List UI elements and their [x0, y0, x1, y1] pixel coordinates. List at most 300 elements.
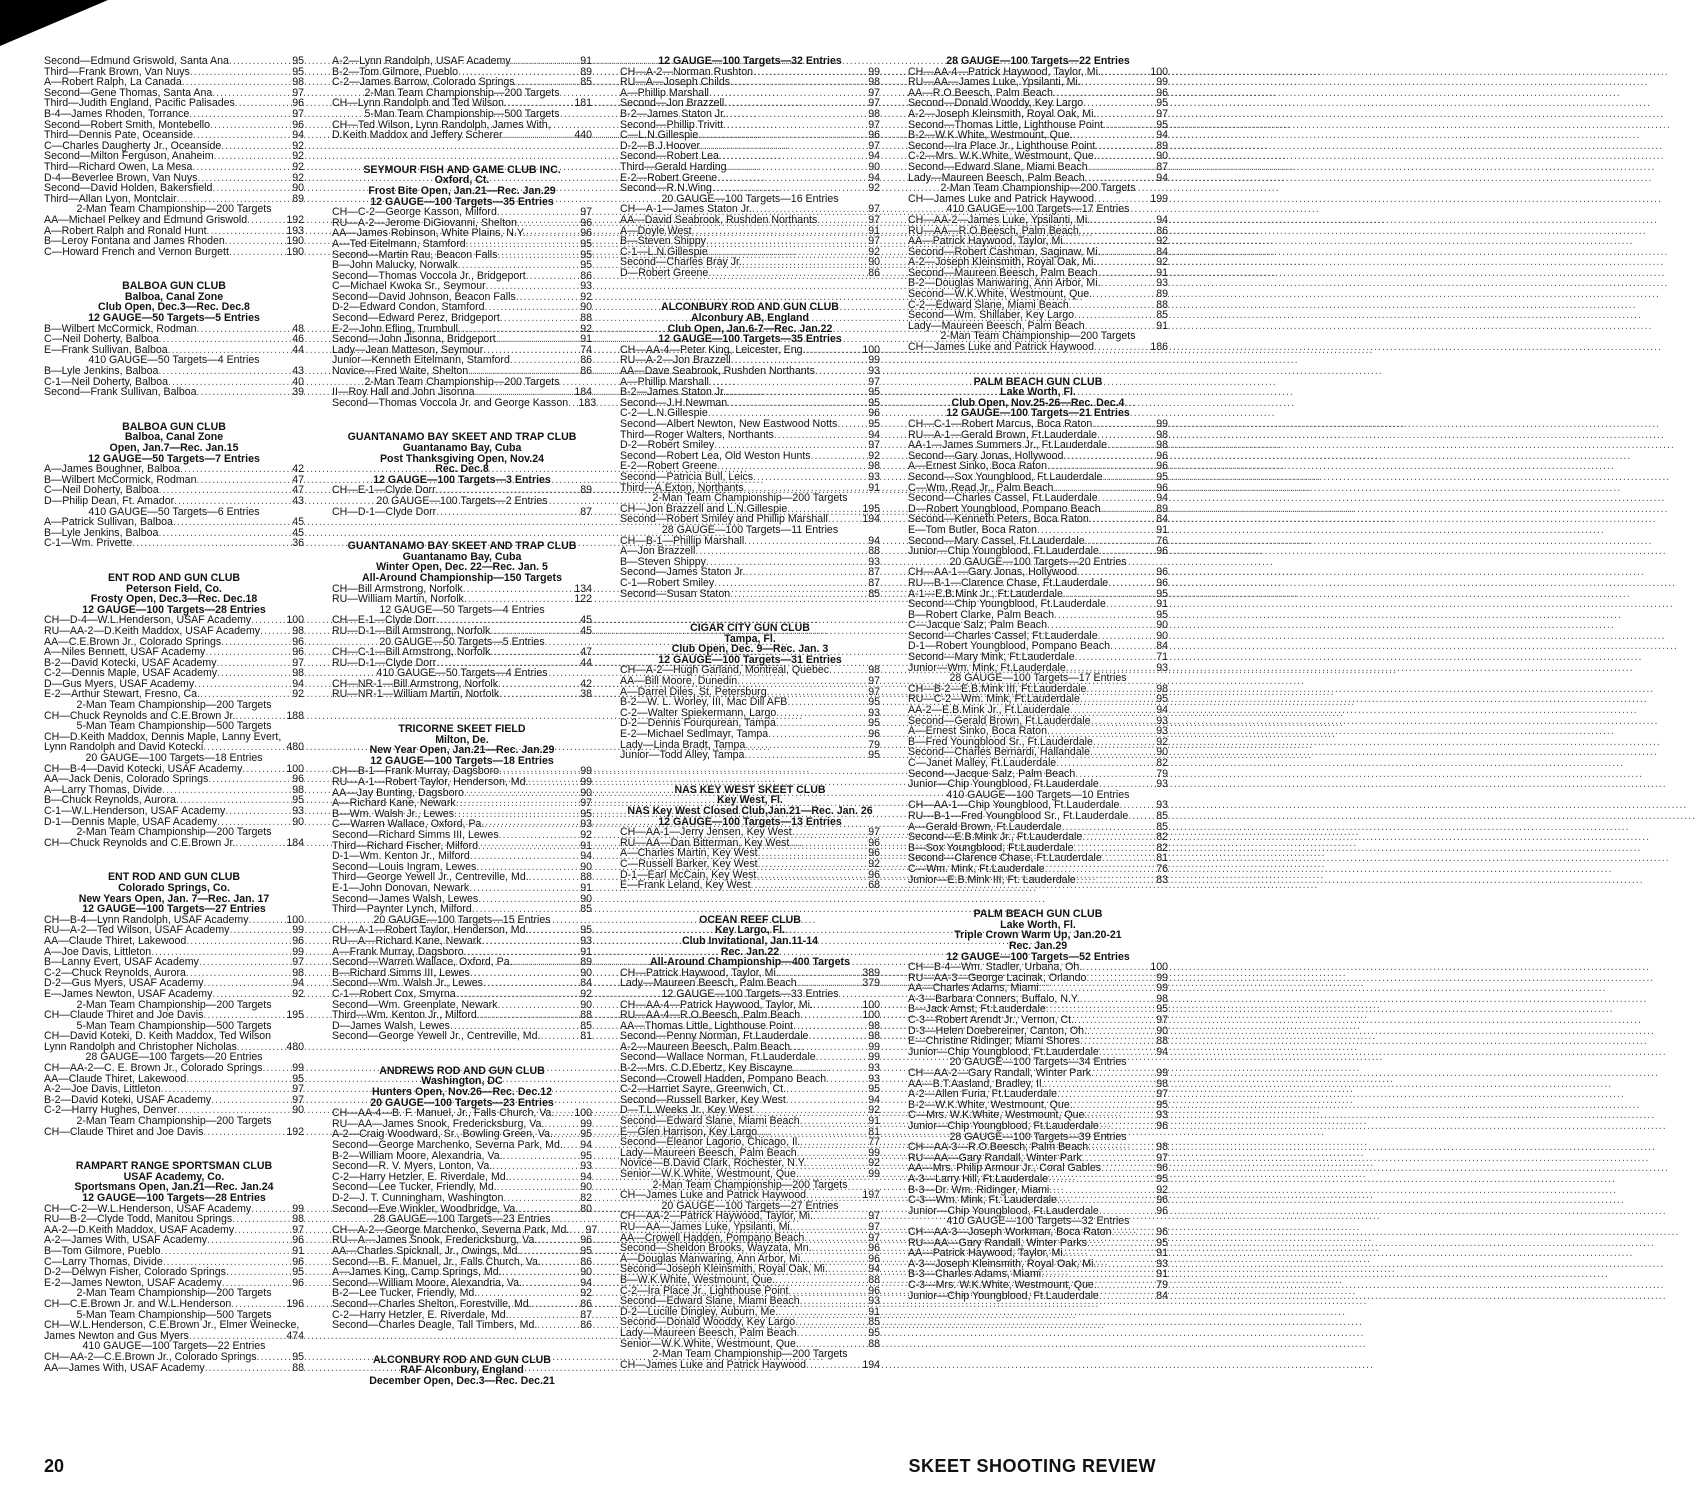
- score: 91: [580, 55, 592, 67]
- score: 92: [292, 987, 304, 1000]
- shooter-entry: D-2—Lucille Dingley, Auburn, Me.: [620, 1305, 779, 1318]
- shooter-entry: C-1—Robert Cox, Smyrna: [332, 987, 456, 1000]
- score: 95: [580, 1244, 592, 1257]
- score: 88: [868, 545, 880, 558]
- score: 379: [862, 977, 880, 990]
- score: 92: [868, 1104, 880, 1117]
- club-block: [44, 56, 304, 257]
- score: 99: [868, 1146, 880, 1159]
- shooter-entry: C—Wm. Read Jr., Palm Beach: [908, 481, 1054, 494]
- score: 99: [292, 1062, 304, 1075]
- dot-leader: [817, 215, 858, 226]
- shooter-entry: CH—James Luke and Patrick Haywood: [908, 192, 1095, 205]
- dot-leader: [466, 239, 570, 250]
- score: 100: [1150, 65, 1168, 78]
- score: 88: [580, 871, 592, 884]
- shooter-entry: CH—B-2—E.B.Mink III, Ft.Lauderdale: [908, 682, 1087, 695]
- shooter-entry: CH—AA-4—Patrick Haywood, Taylor, Mi.: [620, 998, 813, 1011]
- shooter-entry: A—Ernest Sinko, Boca Raton: [908, 460, 1047, 473]
- score: 93: [580, 1160, 592, 1173]
- club-block: [620, 915, 880, 1371]
- event-heading-text: 2-Man Team Championship—200 Targets: [76, 1115, 272, 1128]
- club-block: [908, 56, 1168, 353]
- score: 95: [580, 924, 592, 937]
- score: 98: [868, 107, 880, 120]
- club-subheading: 12 GAUGE—100 Targets—18 Entries: [370, 754, 554, 767]
- score: 86: [580, 1319, 592, 1332]
- shooter-entry: A-3—Barbara Conners, Buffalo, N.Y.: [908, 992, 1080, 1005]
- shooter-entry: D-2—Delwyn Fisher, Colorado Springs: [44, 1266, 226, 1279]
- score: 98: [868, 1030, 880, 1043]
- score: 90: [580, 892, 592, 905]
- dot-leader: [229, 56, 282, 67]
- shooter-entry: CH—C-1—Bill Armstrong, Norfolk: [332, 646, 491, 659]
- dot-leader: [192, 162, 282, 173]
- club-block: [908, 909, 1168, 1301]
- club-block: [620, 785, 880, 891]
- shooter-entry: C-2—Ira Place Jr., Lighthouse Point: [620, 1284, 789, 1297]
- score: 94: [580, 850, 592, 863]
- shooter-entry: AA—Patrick Haywood, Taylor, Mi.: [908, 1247, 1066, 1260]
- score: 194: [862, 513, 880, 526]
- dot-leader: [231, 1299, 282, 1310]
- score: 45: [580, 614, 592, 627]
- score: 88: [292, 1361, 304, 1374]
- result-line: [332, 1193, 592, 1204]
- club-heading: BALBOA GUN CLUB: [122, 280, 226, 293]
- result-line: [332, 1246, 592, 1257]
- shooter-entry: Lady—Jean Matteson, Seymour: [332, 343, 484, 356]
- result-line: [908, 342, 1168, 353]
- score: 92: [1156, 235, 1168, 248]
- dot-leader: [197, 387, 282, 398]
- score: 46: [292, 333, 304, 346]
- club-subheading: 12 GAUGE—100 Targets—52 Entries: [946, 950, 1130, 963]
- shooter-entry: C—Larry Thomas, Divide: [44, 1255, 163, 1268]
- shooter-entry: Junior—Chip Youngblood, Ft.Lauderdale: [908, 1045, 1099, 1058]
- shooter-entry: Third—Wm. Kenton Jr., Milford: [332, 1009, 477, 1022]
- result-line: [908, 215, 1168, 226]
- dot-leader: [540, 1031, 570, 1042]
- result-line: [44, 838, 304, 849]
- result-line: [332, 396, 597, 409]
- shooter-entry: AA—Claude Thiret, Lakewood: [44, 1072, 187, 1085]
- shooter-entry: A—Frank Murray, Dagsboro: [332, 945, 464, 958]
- dot-leader: [730, 589, 858, 600]
- score: 100: [286, 913, 304, 926]
- shooter-entry: CH—AA-3—R.O.Beesch, Palm Beach: [908, 1141, 1089, 1154]
- page-corner-mark: [0, 0, 130, 50]
- score: 94: [868, 428, 880, 441]
- shooter-entry: B—Leroy Fontana and James Rhoden: [44, 235, 225, 248]
- result-text: CH—D.Keith Maddox, Dennis Maple, Lanny Evert,: [44, 730, 282, 743]
- event-heading-text: 2-Man Team Championship—200 Targets: [652, 492, 848, 505]
- club-heading: ENT ROD AND GUN CLUB: [107, 571, 241, 584]
- score: 96: [292, 1255, 304, 1268]
- score: 90: [292, 815, 304, 828]
- score: 96: [1156, 545, 1168, 558]
- event-heading-text: 2-Man Team Championship—200 Targets: [940, 182, 1136, 195]
- score: 94: [1156, 129, 1168, 142]
- shooter-entry: Second—Frank Sullivan, Balboa: [44, 386, 197, 399]
- result-line: [44, 56, 304, 67]
- score: 98: [292, 667, 304, 680]
- score: 94: [868, 534, 880, 547]
- score: 92: [868, 182, 880, 195]
- score: 84: [1156, 1289, 1168, 1302]
- shooter-entry: C—Wm. Mink, Ft.Lauderdale: [908, 862, 1045, 875]
- shooter-entry: Junior—Chip Youngblood, Ft.Lauderdale: [908, 1204, 1099, 1217]
- result-line: [44, 215, 304, 226]
- shooter-entry: A—Gerald Brown, Ft.Lauderdale: [908, 820, 1062, 833]
- shooter-entry: E—Glen Harrison, Key Largo: [620, 1125, 758, 1138]
- result-line: [908, 758, 1168, 769]
- shooter-entry: A—Robert Ralph, La Canada: [44, 76, 182, 89]
- shooter-entry: C—Jacque Salz, Palm Beach: [908, 619, 1047, 632]
- shooter-entry: AA—Thomas Little, Lighthouse Point: [620, 1019, 794, 1032]
- score: 90: [868, 160, 880, 173]
- shooter-entry: Second—David Holden, Bakersfield: [44, 182, 213, 195]
- club-subheading: Club Open, Dec.3—Rec. Dec.8: [98, 301, 250, 314]
- dot-leader: [753, 472, 858, 483]
- shooter-entry: RU—A—Richard Kane, Newark: [332, 934, 482, 947]
- score: 97: [868, 97, 880, 110]
- shooter-entry: RU—D-1—Clyde Dorr: [332, 656, 437, 669]
- score: 38: [580, 688, 592, 701]
- score: 77: [868, 1136, 880, 1149]
- shooter-entry: A-2—James With, USAF Academy: [44, 1234, 208, 1247]
- shooter-entry: Second—Russell Barker, Key West: [620, 1093, 786, 1106]
- event-heading-text: 12 GAUGE—50 Targets—4 Entries: [379, 603, 545, 616]
- score: 91: [1156, 523, 1168, 536]
- score: 97: [292, 656, 304, 669]
- score: 94: [868, 150, 880, 163]
- event-heading: [332, 496, 592, 507]
- score: 97: [868, 86, 880, 99]
- score: 96: [868, 728, 880, 741]
- result-line: [44, 1246, 304, 1257]
- score: 96: [868, 1242, 880, 1255]
- shooter-entry: RU—A-2—Jon Brazzell: [620, 354, 731, 367]
- result-line: [332, 239, 592, 250]
- shooter-entry: AA—Bill Moore, Dunedin: [620, 675, 738, 688]
- shooter-entry: Junior—Chip Youngblood, Ft.Lauderdale: [908, 778, 1099, 791]
- score: 95: [580, 807, 592, 820]
- club-subheading: Balboa, Canal Zone: [124, 290, 224, 303]
- score: 92: [1156, 1183, 1168, 1196]
- event-heading: [620, 525, 880, 536]
- result-line: [620, 578, 880, 589]
- shooter-entry: C-2—Edward Slane, Miami Beach: [908, 298, 1069, 311]
- event-heading-text: 28 GAUGE—100 Targets—23 Entries: [373, 1213, 551, 1226]
- shooter-entry: A—Phillip Marshall: [620, 86, 709, 99]
- shooter-entry: D-2—B.J.Hoover: [620, 139, 701, 152]
- result-line: [620, 109, 880, 120]
- event-heading-text: 2-Man Team Championship—200 Targets: [652, 1178, 848, 1191]
- shooter-entry: Second—Joseph Kleinsmith, Royal Oak, Mi.: [620, 1263, 828, 1276]
- score: 86: [580, 354, 592, 367]
- shooter-entry: C-2—Dennis Maple, USAF Academy: [44, 667, 218, 680]
- shooter-entry: CH—Claude Thiret and Joe Davis: [44, 1009, 204, 1022]
- shooter-entry: Lady—Linda Bradt, Tampa: [620, 738, 746, 751]
- shooter-entry: Second—W.K.White, Westmount, Que.: [908, 288, 1093, 301]
- result-line: [332, 1320, 592, 1331]
- score: 99: [1156, 1067, 1168, 1080]
- score: 98: [292, 966, 304, 979]
- score: 76: [1156, 862, 1168, 875]
- result-line: [908, 472, 1168, 483]
- shooter-entry: E-2—Arthur Stewart, Fresno, Ca.: [44, 688, 201, 701]
- score: 94: [580, 1139, 592, 1152]
- shooter-entry: B—Chuck Reynolds, Aurora: [44, 794, 176, 807]
- shooter-entry: A—James Boughner, Balboa: [44, 463, 181, 476]
- shooter-entry: Second—Eve Winkler, Woodbridge, Va.: [332, 1202, 519, 1215]
- score: 93: [868, 1295, 880, 1308]
- score: 87: [868, 576, 880, 589]
- shooter-entry: RU—AA—James Snook, Fredericksburg, Va.: [332, 1117, 545, 1130]
- club-subheading: 12 GAUGE—100 Targets—27 Entries: [82, 903, 266, 916]
- dot-leader: [793, 1222, 858, 1233]
- score: 94: [868, 171, 880, 184]
- score: 85: [580, 76, 592, 89]
- score: 45: [580, 624, 592, 637]
- score: 45: [292, 516, 304, 529]
- event-heading: [332, 109, 592, 120]
- score: 89: [292, 192, 304, 205]
- score: 93: [580, 934, 592, 947]
- event-heading-text: 28 GAUGE—100 Targets—11 Entries: [661, 523, 839, 536]
- shooter-entry: C-1—W.L.Henderson, USAF Academy: [44, 805, 226, 817]
- score: 39: [292, 386, 304, 399]
- shooter-entry: A-3—Joseph Kleinsmith, Royal Oak, Mi.: [908, 1257, 1097, 1270]
- club-heading: OCEAN REEF CLUB: [699, 913, 801, 926]
- dot-leader: [490, 626, 570, 637]
- shooter-entry: Second—Edward Slane, Miami Beach: [620, 1115, 800, 1128]
- score: 89: [580, 956, 592, 969]
- dot-leader: [499, 689, 570, 700]
- dot-leader: [260, 626, 282, 637]
- event-heading-text: 28 GAUGE—100 Targets—39 Entries: [949, 1130, 1127, 1143]
- shooter-entry: A—James King, Camp Springs, Md.: [332, 1266, 502, 1279]
- score: 86: [868, 266, 880, 279]
- club-block: [332, 541, 592, 700]
- event-heading-text: 2-Man Team Championship—200 Targets: [652, 1348, 848, 1361]
- shooter-entry: AA-1—James Summers Jr., Ft.Lauderdale: [908, 439, 1107, 452]
- score: 96: [1156, 1120, 1168, 1132]
- club-subheading: Club Open, Nov.25-26—Rec. Dec.4: [951, 396, 1125, 409]
- shooter-entry: C—L.N.Gillespie: [620, 129, 699, 142]
- shooter-entry: Second—Ira Place Jr., Lighthouse Point: [908, 139, 1096, 152]
- club-heading: GUANTANAMO BAY SKEET AND TRAP CLUB: [347, 540, 577, 553]
- score: 98: [1156, 1141, 1168, 1154]
- result-line: [620, 268, 880, 279]
- score: 97: [868, 203, 880, 216]
- dot-leader: [1092, 419, 1146, 430]
- result-line: [620, 589, 880, 600]
- score: 43: [292, 494, 304, 507]
- dot-leader: [1090, 215, 1146, 226]
- shooter-entry: RU—AA—James Luke, Ypsilanti, Mi.: [908, 76, 1081, 89]
- shooter-entry: Second—Charles Bray Jr.: [620, 256, 742, 269]
- shooter-entry: A—Darrel Diles, St. Petersburg: [620, 685, 767, 698]
- score: 82: [1156, 841, 1168, 854]
- dot-leader: [247, 215, 282, 226]
- score: 99: [1156, 971, 1168, 984]
- score: 92: [868, 857, 880, 870]
- score: 98: [1156, 428, 1168, 441]
- score: 95: [292, 1266, 304, 1279]
- club-block: [332, 1355, 592, 1387]
- score: 190: [286, 245, 304, 258]
- shooter-entry: AA—B.T.Aasland, Bradley, Il.: [908, 1077, 1045, 1090]
- event-heading-text: 2-Man Team Championship—200 Targets: [364, 375, 560, 388]
- shooter-entry: C—Russell Barker, Key West: [620, 857, 758, 870]
- shooter-entry: Second—J.H.Newman: [620, 396, 728, 409]
- score: 96: [292, 635, 304, 648]
- shooter-entry: Second—E.B.Mink Jr., Ft.Lauderdale: [908, 831, 1083, 844]
- shooter-entry: CH—AA-1—Chip Youngblood, Ft.Lauderdale: [908, 799, 1120, 812]
- shooter-entry: B-2—W.K.White, Westmount, Que.: [908, 129, 1073, 142]
- shooter-entry: Junior—Wm. Mink, Ft.Lauderdale: [908, 661, 1066, 674]
- shooter-entry: D-2—J. T. Cunningham, Washington: [332, 1192, 504, 1204]
- shooter-entry: C-2—Harriet Sayre, Greenwich, Ct.: [620, 1083, 787, 1096]
- dot-leader: [727, 162, 858, 173]
- score: 98: [1156, 682, 1168, 695]
- result-line: [44, 162, 304, 173]
- result-line: [620, 215, 880, 226]
- shooter-entry: B—Wm. Walsh Jr., Lewes: [332, 807, 455, 820]
- shooter-entry: C-2—Chuck Reynolds, Aurora: [44, 966, 186, 979]
- score: 96: [868, 1284, 880, 1297]
- shooter-entry: Junior—Chip Youngblood, Ft.Lauderdale: [908, 1289, 1099, 1302]
- score: 96: [292, 773, 304, 786]
- score: 440: [574, 129, 592, 142]
- dot-leader: [511, 56, 570, 67]
- score: 98: [1156, 992, 1168, 1005]
- score: 389: [862, 966, 880, 979]
- shooter-entry: RU—B-1—Clarence Chase, Ft.Lauderdale: [908, 576, 1109, 589]
- score: 99: [1156, 982, 1168, 995]
- shooter-entry: B—Tom Gilmore, Pueblo: [44, 1244, 161, 1257]
- shooter-entry: Second—Gene Thomas, Santa Ana: [44, 86, 213, 99]
- dot-leader: [799, 1169, 858, 1180]
- shooter-entry: Second—Louis Ingram, Lewes: [332, 860, 477, 873]
- dot-leader: [797, 1328, 858, 1339]
- shooter-entry: Second—Lee Tucker, Friendly, Md.: [332, 1181, 497, 1194]
- score: 94: [868, 1093, 880, 1106]
- score: 84: [1156, 245, 1168, 258]
- score: 93: [868, 706, 880, 719]
- shooter-entry: AA—Crowell Hadden, Pompano Beach: [620, 1231, 805, 1244]
- event-heading-text: 20 GAUGE—100 Targets—18 Entries: [85, 752, 263, 765]
- shooter-entry: Second—Edmund Griswold, Santa Ana: [44, 55, 229, 67]
- result-line: [908, 109, 1168, 120]
- club-heading: ANDREWS ROD AND GUN CLUB: [379, 1064, 545, 1077]
- score: 95: [1156, 693, 1168, 706]
- shooter-entry: Junior—Chip Youngblood, Ft.Lauderdale: [908, 545, 1099, 558]
- shooter-entry: Second—Robert Lea, Old Weston Hunts: [620, 449, 811, 462]
- shooter-entry: Third—A.Exton, Northants: [620, 481, 744, 494]
- score: 84: [580, 977, 592, 990]
- score: 94: [868, 1263, 880, 1276]
- score: 97: [292, 1083, 304, 1096]
- shooter-entry: Second—Jacque Salz, Palm Beach: [908, 767, 1076, 780]
- result-line: [332, 883, 592, 894]
- score: 85: [1156, 820, 1168, 833]
- club-subheading: Winter Open, Dec. 22—Rec. Jan. 5: [376, 561, 548, 574]
- shooter-entry: CH—E-1—Clyde Dorr: [332, 614, 436, 627]
- shooter-entry: C—Charles Daugherty Jr., Oceanside: [44, 139, 222, 152]
- shooter-entry: Second—Eleanor Lagorio, Chicago, Il.: [620, 1136, 801, 1149]
- shooter-entry: CH—AA-1—Gary Jonas, Hollywood: [908, 566, 1077, 579]
- score: 40: [292, 375, 304, 388]
- result-line: [332, 626, 592, 637]
- shooter-entry: CH—AA-2—Patrick Haywood, Taylor, Mi.: [620, 1210, 813, 1223]
- shooter-entry: A-2—Joseph Kleinsmith, Royal Oak, Mi.: [908, 256, 1097, 269]
- shooter-entry: E—Tom Butler, Boca Raton: [908, 523, 1037, 536]
- score: 97: [1156, 1014, 1168, 1027]
- shooter-entry: A—Niles Bennett, USAF Academy: [44, 646, 206, 659]
- shooter-entry: Second—Mary Cassel, Ft.Lauderdale: [908, 534, 1085, 547]
- shooter-entry: E-2—Robert Greene: [620, 460, 718, 473]
- shooter-entry: Novice—B.David Clark, Rochester, N.Y.: [620, 1157, 807, 1170]
- score: 94: [580, 1170, 592, 1183]
- score: 190: [286, 235, 304, 248]
- club-subheading: Rec. Dec.8: [435, 463, 489, 476]
- club-block: [44, 872, 304, 1137]
- result-line: [332, 56, 592, 67]
- shooter-entry: Second—Mary Mink, Ft.Lauderdale: [908, 651, 1075, 664]
- dot-leader: [469, 883, 570, 894]
- score: 90: [292, 182, 304, 195]
- shooter-entry: RU—A-1—Robert Taylor, Henderson, Md.: [332, 776, 529, 789]
- result-line: [620, 880, 880, 891]
- shooter-entry: B—Lyle Jenkins, Balboa: [44, 526, 159, 539]
- score: 97: [868, 235, 880, 248]
- shooter-entry: A—Robert Ralph and Ronald Hunt: [44, 224, 207, 237]
- shooter-entry: Second—Thomas Voccola Jr. and George Kasson: [332, 396, 569, 409]
- club-subheading: Hunters Open, Nov.26—Rec. Dec.12: [372, 1086, 552, 1099]
- shooter-entry: CH—NR-1—Bill Armstrong, Norfolk: [332, 677, 498, 690]
- shooter-entry: Second—Wm. Walsh Jr., Lewes: [332, 977, 483, 990]
- shooter-entry: B-2—Tom Gilmore, Pueblo: [332, 65, 458, 78]
- score: 92: [868, 1157, 880, 1170]
- event-heading-text: 2-Man Team Championship—200 Targets: [76, 998, 272, 1011]
- shooter-entry: C—Janet Malley, Ft.Lauderdale: [908, 757, 1057, 769]
- shooter-entry: RU—B-2—Clyde Todd, Manitou Springs: [44, 1213, 233, 1226]
- shooter-entry: D—Robert Youngblood, Pompano Beach: [908, 502, 1101, 515]
- shooter-entry: E—Frank Sullivan, Balboa: [44, 343, 168, 356]
- score: 95: [868, 418, 880, 430]
- shooter-entry: RU—A—Joseph Childs: [620, 76, 731, 89]
- club-block: [332, 1064, 598, 1332]
- result-line: [44, 1363, 304, 1374]
- shooter-entry: AA—David Seabrook, Rushden Northants: [620, 213, 818, 226]
- score: 85: [580, 903, 592, 916]
- shooter-entry: Second—William Moore, Alexandria, Va.: [332, 1276, 522, 1289]
- score: 122: [574, 593, 592, 606]
- result-line: [620, 859, 880, 870]
- event-heading-text: 410 GAUGE—50 Targets—6 Entries: [88, 505, 260, 518]
- score: 88: [868, 1337, 880, 1350]
- shooter-entry: RU—AA—Gary Randall, Winter Parks: [908, 1236, 1087, 1249]
- event-heading-text: 410 GAUGE—100 Targets—10 Entries: [946, 788, 1130, 801]
- shooter-entry: Second—Gerald Brown, Ft.Lauderdale: [908, 714, 1091, 727]
- shooter-entry: E-2—John Efling, Trumbull: [332, 322, 459, 335]
- shooter-entry: RU—AA-3—George Lacinak, Orlando: [908, 971, 1087, 984]
- shooter-entry: B—Robert Clarke, Palm Beach: [908, 608, 1055, 621]
- shooter-entry: E—Frank Leland, Key West: [620, 879, 751, 892]
